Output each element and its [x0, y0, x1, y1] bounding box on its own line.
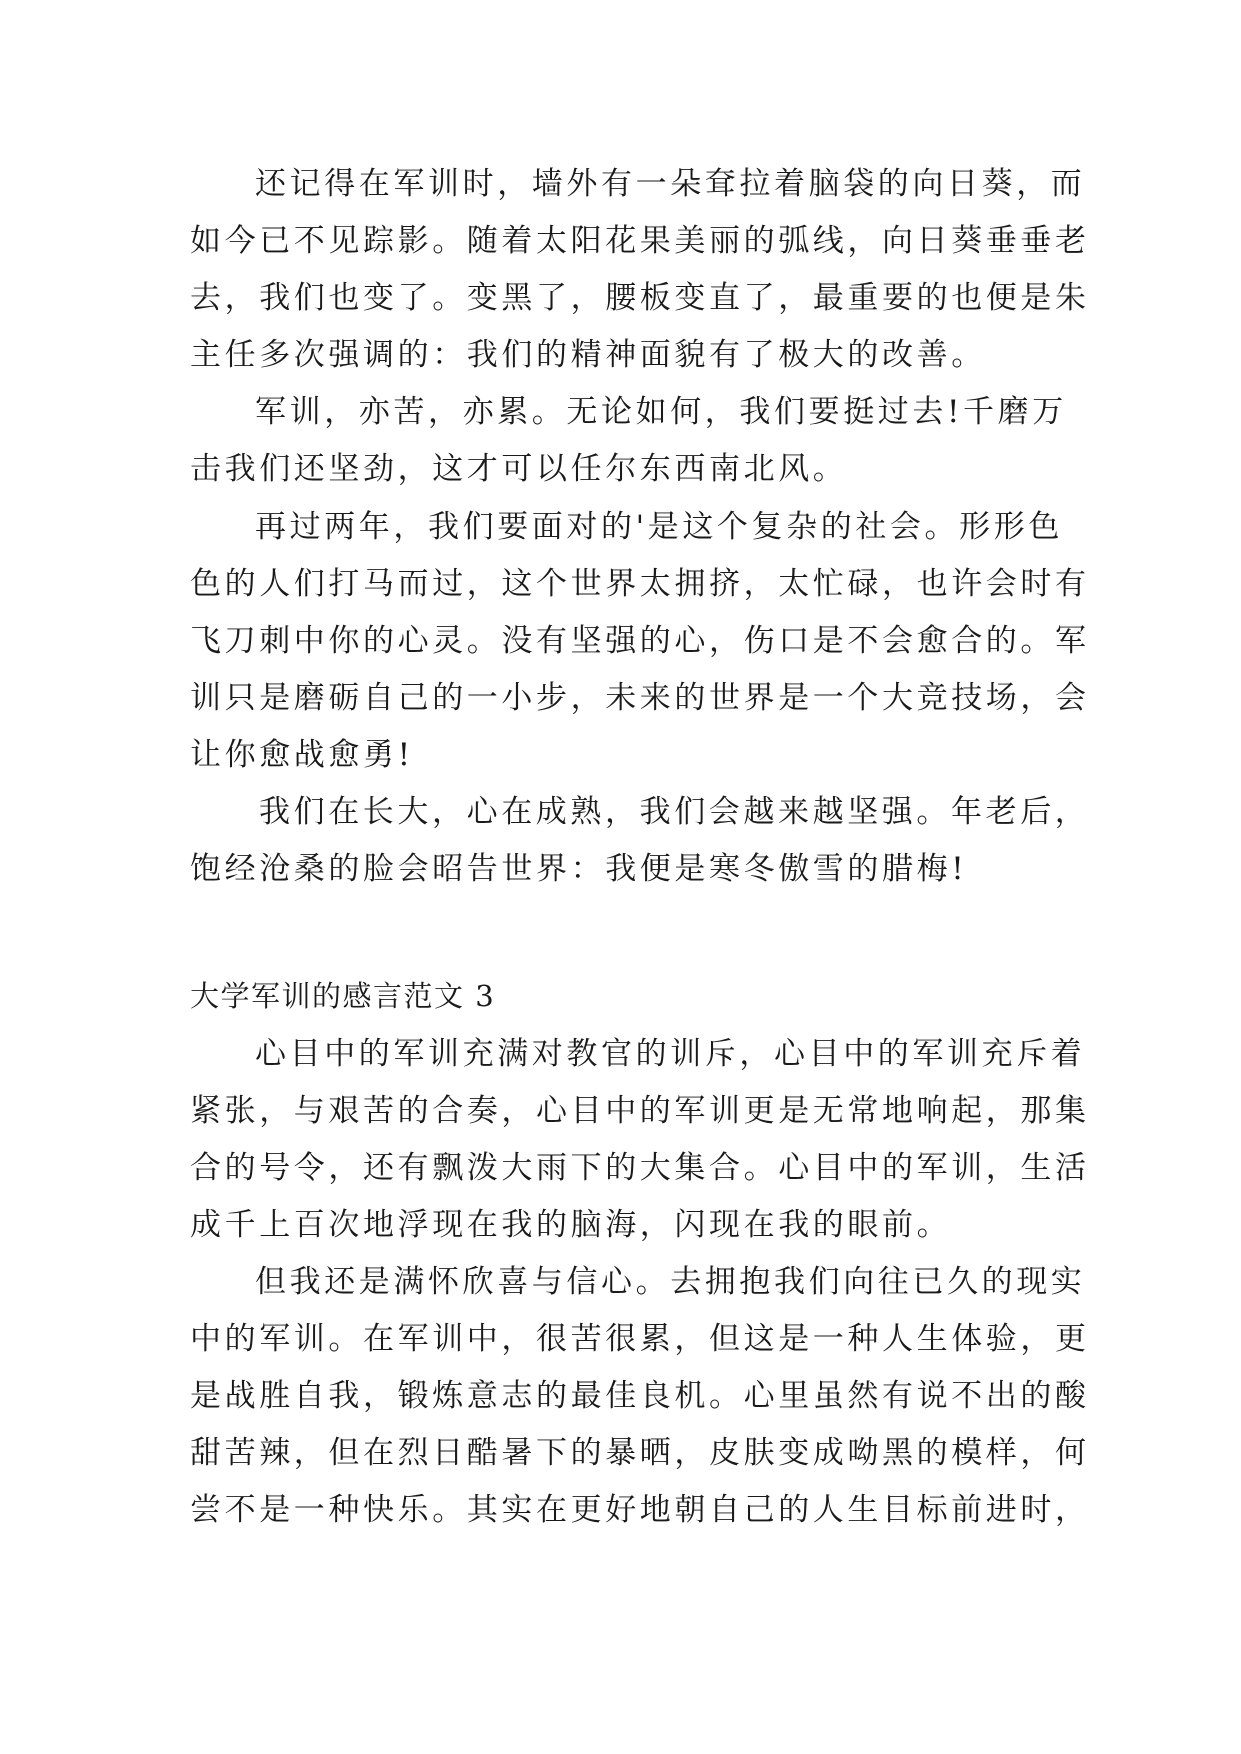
- section-heading: 大学军训的感言范文 3: [190, 979, 496, 1013]
- paragraph-2-line-2: 击我们还坚劲，这才可以任尔东西南北风。: [190, 451, 848, 487]
- paragraph-1-line-2: 如今已不见踪影。随着太阳花果美丽的弧线，向日葵垂垂老: [190, 223, 1090, 259]
- paragraph-1-line-4: 主任多次强调的：我们的精神面貌有了极大的改善。: [190, 337, 986, 373]
- paragraph-3-line-2: 色的人们打马而过，这个世界太拥挤，太忙碌，也许会时有: [190, 566, 1090, 602]
- paragraph-1-line-1: 还记得在军训时，墙外有一朵耷拉着脑袋的向日葵，而: [255, 166, 1086, 202]
- paragraph-3-line-5: 让你愈战愈勇!: [190, 737, 414, 773]
- section3-paragraph-2-line-1: 但我还是满怀欣喜与信心。去拥抱我们向往已久的现实: [255, 1264, 1086, 1300]
- paragraph-3-line-1: 再过两年，我们要面对的'是这个复杂的社会。形形色: [255, 509, 1063, 545]
- section3-paragraph-2-line-2: 中的军训。在军训中，很苦很累，但这是一种人生体验，更: [190, 1321, 1090, 1357]
- paragraph-1-line-3: 去，我们也变了。变黑了，腰板变直了，最重要的也便是朱: [190, 280, 1090, 316]
- section3-paragraph-2-line-5: 尝不是一种快乐。其实在更好地朝自己的人生目标前进时，: [190, 1492, 1090, 1528]
- section3-paragraph-1-line-1: 心目中的军训充满对教官的训斥，心目中的军训充斥着: [255, 1036, 1086, 1072]
- paragraph-2-line-1: 军训，亦苦，亦累。无论如何，我们要挺过去!千磨万: [255, 394, 1067, 430]
- section3-paragraph-1-line-3: 合的号令，还有飘泼大雨下的大集合。心目中的军训，生活: [190, 1150, 1090, 1186]
- paragraph-4-line-1: 我们在长大，心在成熟，我们会越来越坚强。年老后，: [259, 794, 1090, 830]
- section3-paragraph-2-line-3: 是战胜自我，锻炼意志的最佳良机。心里虽然有说不出的酸: [190, 1378, 1090, 1414]
- paragraph-4-line-2: 饱经沧桑的脸会昭告世界：我便是寒冬傲雪的腊梅!: [190, 851, 968, 887]
- paragraph-3-line-4: 训只是磨砺自己的一小步，未来的世界是一个大竞技场，会: [190, 680, 1090, 716]
- section3-paragraph-1-line-4: 成千上百次地浮现在我的脑海，闪现在我的眼前。: [190, 1207, 952, 1243]
- paragraph-3-line-3: 飞刀刺中你的心灵。没有坚强的心，伤口是不会愈合的。军: [190, 623, 1090, 659]
- section3-paragraph-2-line-4: 甜苦辣，但在烈日酷暑下的暴晒，皮肤变成呦黑的模样，何: [190, 1435, 1090, 1471]
- section3-paragraph-1-line-2: 紧张，与艰苦的合奏，心目中的军训更是无常地响起，那集: [190, 1093, 1090, 1129]
